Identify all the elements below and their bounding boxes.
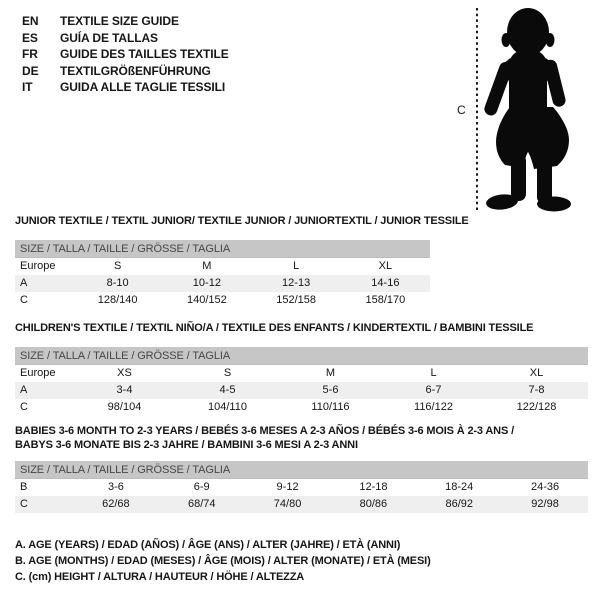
table-row-europe	[15, 258, 430, 275]
row-label: A	[20, 277, 28, 289]
size-cell: L	[430, 367, 437, 379]
lang-row-it	[22, 79, 229, 96]
row-label: B	[20, 481, 28, 493]
lang-code: ES	[22, 30, 38, 45]
babies-textile-table	[15, 424, 588, 513]
value-cell: 9-12	[276, 481, 299, 493]
value-cell: 6-7	[425, 384, 442, 396]
size-cell: S	[113, 260, 122, 272]
lang-code: DE	[22, 63, 39, 78]
value-cell: 24-36	[530, 481, 560, 493]
language-title-list	[22, 13, 229, 96]
size-header-bar: SIZE / TALLA / TAILLE / GRÖSSE / TAGLIA	[15, 347, 588, 365]
value-cell: 10-12	[192, 277, 221, 289]
table-row-age	[15, 382, 588, 399]
lang-label: TEXTILGRÖßENFÜHRUNG	[60, 63, 211, 78]
value-cell: 5-6	[322, 384, 339, 396]
value-cell: 3-6	[107, 481, 124, 493]
row-label: Europe	[20, 367, 56, 379]
lang-label: TEXTILE SIZE GUIDE	[60, 14, 179, 28]
size-header-bar: SIZE / TALLA / TAILLE / GRÖSSE / TAGLIA	[15, 461, 588, 479]
footnote-b: B. AGE (MONTHS) / EDAD (MESES) / ÂGE (MOIS) / ALTER (MONATE) / ETÀ (MESI)	[15, 555, 431, 567]
value-cell: 122/128	[516, 401, 557, 413]
value-cell: 80/86	[359, 498, 388, 510]
childrens-textile-table	[15, 321, 588, 416]
value-cell: 12-13	[282, 277, 311, 289]
table-title-line2: BABYS 3-6 MONATE BIS 2-3 JAHRE / BAMBINI 3-6 MESI A 2-3 ANNI	[15, 439, 358, 451]
table-row-height	[15, 399, 588, 416]
table-title-line1: BABIES 3-6 MONTH TO 2-3 YEARS / BEBÉS 3-6 MESES A 2-3 AÑOS / BÉBÉS 3-6 MOIS À 2-3 ANS /	[15, 425, 514, 437]
value-cell: 62/68	[102, 498, 130, 510]
table-row-age	[15, 275, 430, 292]
lang-code: FR	[22, 47, 38, 61]
row-label: C	[20, 401, 28, 413]
value-cell: 3-4	[116, 384, 133, 396]
value-cell: 140/152	[186, 294, 227, 306]
row-label: C	[20, 294, 28, 306]
value-cell: 116/122	[414, 401, 453, 413]
value-cell: 104/110	[208, 401, 247, 413]
value-cell: 68/74	[187, 498, 216, 510]
table-row-europe	[15, 365, 588, 382]
row-label: C	[20, 498, 28, 510]
footnote-c: C. (cm) HEIGHT / ALTURA / HAUTEUR / HÖHE / ALTEZZA	[15, 571, 305, 583]
value-cell: 110/116	[311, 401, 350, 413]
lang-row-de	[22, 63, 229, 80]
lang-row-en	[22, 13, 229, 30]
value-cell: 98/104	[107, 401, 142, 413]
value-cell: 8-10	[106, 277, 129, 289]
value-cell: 158/170	[365, 294, 406, 306]
size-cell: M	[202, 260, 212, 272]
size-cell: XL	[529, 367, 544, 379]
value-cell: 92/98	[531, 498, 559, 510]
table-row-height	[15, 292, 430, 309]
lang-label: GUÍA DE TALLAS	[60, 30, 158, 45]
row-label: A	[20, 384, 28, 396]
size-cell: M	[325, 367, 336, 379]
junior-textile-table	[15, 214, 469, 309]
value-cell: 14-16	[371, 277, 400, 289]
value-cell: 86/92	[445, 498, 473, 510]
table-title: CHILDREN'S TEXTILE / TEXTIL NIÑO/A / TEXTILE DES ENFANTS / KINDERTEXTIL / BAMBINI TESSILE	[15, 322, 534, 334]
value-cell: 12-18	[359, 481, 388, 493]
row-label: Europe	[20, 260, 56, 272]
value-cell: 18-24	[445, 481, 474, 493]
table-row-height	[15, 496, 588, 513]
lang-code: EN	[22, 14, 39, 28]
lang-row-es	[22, 30, 229, 47]
lang-label: GUIDA ALLE TAGLIE TESSILI	[60, 80, 226, 94]
size-cell: S	[223, 367, 232, 379]
lang-label: GUIDE DES TAILLES TEXTILE	[60, 47, 229, 61]
height-measure-label: C	[457, 103, 466, 117]
size-cell: L	[293, 260, 300, 272]
footnote-a: A. AGE (YEARS) / EDAD (AÑOS) / ÂGE (ANS) / ALTER (JAHRE) / ETÀ (ANNI)	[15, 539, 401, 551]
value-cell: 4-5	[219, 384, 236, 396]
value-cell: 128/140	[97, 294, 138, 306]
size-cell: XS	[117, 367, 132, 379]
table-row-age-months	[15, 479, 588, 496]
lang-code: IT	[22, 80, 33, 94]
value-cell: 74/80	[273, 498, 302, 510]
value-cell: 7-8	[528, 384, 545, 396]
lang-row-fr	[22, 46, 229, 63]
value-cell: 152/158	[276, 294, 316, 306]
footnotes	[15, 537, 431, 585]
size-cell: XL	[378, 260, 393, 272]
toddler-silhouette	[483, 8, 571, 212]
size-header-bar: SIZE / TALLA / TAILLE / GRÖSSE / TAGLIA	[15, 240, 430, 258]
toddler-silhouette-figure	[455, 4, 600, 214]
table-title: JUNIOR TEXTILE / TEXTIL JUNIOR/ TEXTILE JUNIOR / JUNIORTEXTIL / JUNIOR TESSILE	[15, 215, 469, 227]
value-cell: 6-9	[193, 481, 210, 493]
